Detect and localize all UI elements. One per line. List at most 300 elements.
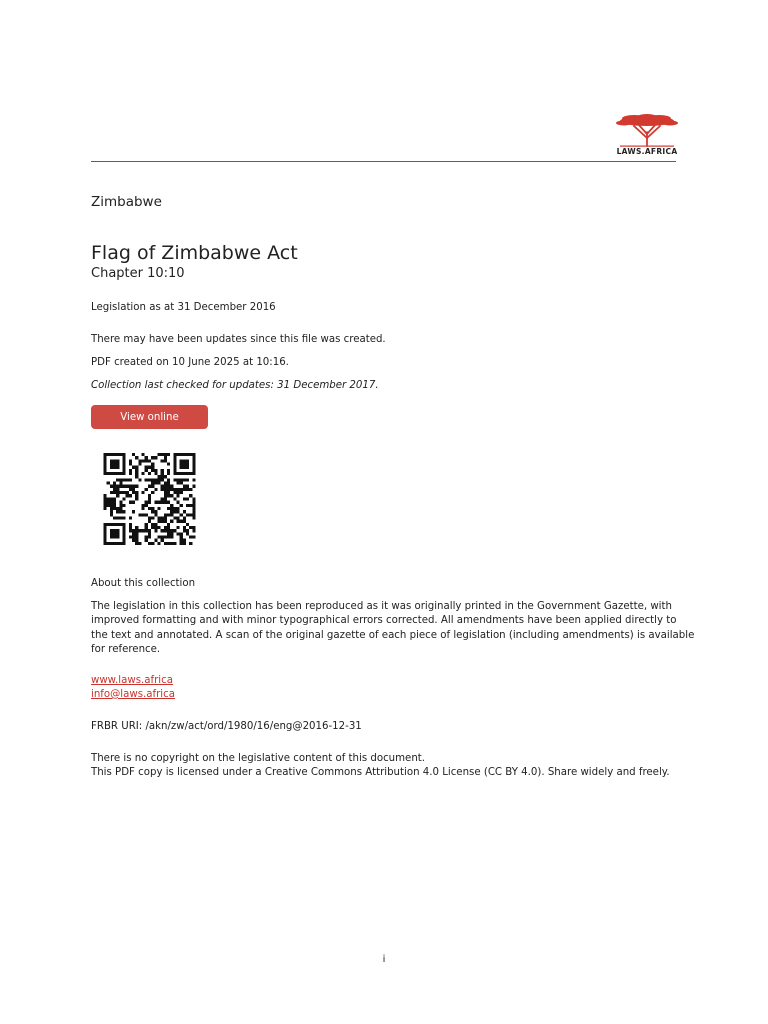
- qr-module: [154, 526, 157, 529]
- qr-module: [142, 453, 145, 456]
- qr-module: [123, 478, 126, 481]
- qr-module: [151, 507, 154, 510]
- qr-module: [116, 463, 119, 466]
- qr-module: [110, 497, 113, 500]
- qr-module: [176, 482, 179, 485]
- qr-module: [183, 516, 186, 519]
- qr-module: [123, 523, 126, 526]
- qr-module: [167, 532, 170, 535]
- qr-module: [104, 539, 107, 542]
- qr-module: [170, 529, 173, 532]
- qr-module: [132, 453, 135, 456]
- qr-module: [116, 485, 119, 488]
- qr-module: [113, 488, 116, 491]
- qr-module: [119, 542, 122, 545]
- qr-module: [148, 485, 151, 488]
- qr-module: [116, 542, 119, 545]
- qr-module: [161, 520, 164, 523]
- qr-module: [170, 520, 173, 523]
- updates-notice: There may have been updates since this file was created.: [91, 334, 386, 345]
- qr-module: [135, 532, 138, 535]
- qr-module: [164, 456, 167, 459]
- qr-module: [116, 494, 119, 497]
- qr-module: [116, 532, 119, 535]
- qr-module: [116, 459, 119, 462]
- qr-module: [170, 535, 173, 538]
- qr-module: [135, 542, 138, 545]
- qr-module: [113, 516, 116, 519]
- qr-module: [110, 532, 113, 535]
- qr-module: [116, 507, 119, 510]
- license-notice: This PDF copy is licensed under a Creative Commons Attribution 4.0 License (CC BY 4.0). Share widely and freely.: [91, 767, 670, 778]
- qr-module: [110, 535, 113, 538]
- qr-module: [132, 491, 135, 494]
- qr-module: [116, 510, 119, 513]
- qr-module: [170, 507, 173, 510]
- qr-module: [157, 535, 160, 538]
- qr-module: [192, 472, 195, 475]
- qr-module: [104, 535, 107, 538]
- qr-module: [167, 472, 170, 475]
- qr-module: [145, 469, 148, 472]
- qr-module: [107, 453, 110, 456]
- qr-module: [183, 488, 186, 491]
- qr-module: [170, 488, 173, 491]
- qr-module: [154, 510, 157, 513]
- qr-module: [157, 516, 160, 519]
- qr-module: [151, 523, 154, 526]
- qr-module: [135, 466, 138, 469]
- qr-module: [113, 529, 116, 532]
- qr-module: [123, 504, 126, 507]
- qr-module: [142, 491, 145, 494]
- qr-module: [138, 463, 141, 466]
- qr-module: [154, 456, 157, 459]
- qr-module: [145, 539, 148, 542]
- qr-module: [180, 466, 183, 469]
- qr-module: [186, 472, 189, 475]
- qr-module: [129, 469, 132, 472]
- qr-module: [186, 504, 189, 507]
- qr-module: [119, 507, 122, 510]
- qr-module: [129, 488, 132, 491]
- qr-module: [116, 466, 119, 469]
- qr-module: [167, 507, 170, 510]
- qr-module: [167, 488, 170, 491]
- qr-module: [129, 526, 132, 529]
- qr-module: [110, 463, 113, 466]
- qr-module: [167, 523, 170, 526]
- qr-module: [113, 463, 116, 466]
- qr-module: [173, 542, 176, 545]
- qr-module: [161, 497, 164, 500]
- qr-module: [129, 485, 132, 488]
- qr-module: [104, 526, 107, 529]
- qr-module: [180, 542, 183, 545]
- acacia-tree-icon: [612, 112, 682, 148]
- qr-module: [104, 494, 107, 497]
- qr-module: [186, 513, 189, 516]
- qr-module: [183, 497, 186, 500]
- qr-module: [110, 485, 113, 488]
- qr-module: [173, 529, 176, 532]
- qr-module: [107, 542, 110, 545]
- qr-module: [183, 478, 186, 481]
- country-name: Zimbabwe: [91, 194, 162, 210]
- qr-module: [167, 491, 170, 494]
- qr-module: [157, 520, 160, 523]
- qr-module: [116, 491, 119, 494]
- qr-module: [110, 513, 113, 516]
- frbr-uri: FRBR URI: /akn/zw/act/ord/1980/16/eng@2016-12-31: [91, 721, 362, 732]
- qr-module: [145, 535, 148, 538]
- qr-module: [132, 510, 135, 513]
- qr-module: [161, 469, 164, 472]
- qr-module: [110, 523, 113, 526]
- qr-module: [157, 453, 160, 456]
- qr-module: [123, 535, 126, 538]
- qr-module: [154, 482, 157, 485]
- qr-module: [167, 494, 170, 497]
- copyright-notice: There is no copyright on the legislative content of this document.: [91, 753, 426, 764]
- qr-module: [176, 507, 179, 510]
- qr-module: [119, 453, 122, 456]
- qr-module: [151, 491, 154, 494]
- qr-module: [116, 523, 119, 526]
- qr-code: [101, 453, 198, 545]
- qr-module: [186, 497, 189, 500]
- qr-module: [173, 507, 176, 510]
- qr-module: [113, 497, 116, 500]
- qr-module: [129, 523, 132, 526]
- qr-module: [110, 459, 113, 462]
- qr-module: [123, 539, 126, 542]
- qr-module: [167, 501, 170, 504]
- qr-module: [170, 542, 173, 545]
- qr-module: [167, 482, 170, 485]
- qr-module: [123, 456, 126, 459]
- qr-module: [148, 529, 151, 532]
- qr-module: [148, 507, 151, 510]
- qr-module: [113, 504, 116, 507]
- qr-module: [104, 542, 107, 545]
- qr-module: [104, 501, 107, 504]
- qr-module: [107, 472, 110, 475]
- qr-module: [123, 532, 126, 535]
- qr-module: [170, 513, 173, 516]
- qr-module: [126, 478, 129, 481]
- qr-module: [161, 472, 164, 475]
- qr-module: [135, 535, 138, 538]
- qr-module: [119, 472, 122, 475]
- qr-module: [173, 472, 176, 475]
- qr-module: [161, 453, 164, 456]
- qr-module: [104, 472, 107, 475]
- qr-module: [192, 466, 195, 469]
- qr-module: [135, 526, 138, 529]
- qr-module: [189, 513, 192, 516]
- qr-module: [154, 529, 157, 532]
- qr-module: [192, 463, 195, 466]
- qr-module: [123, 526, 126, 529]
- qr-module: [123, 453, 126, 456]
- qr-module: [173, 478, 176, 481]
- qr-module: [107, 497, 110, 500]
- email-link[interactable]: info@laws.africa: [91, 689, 175, 700]
- qr-module: [116, 516, 119, 519]
- qr-module: [151, 466, 154, 469]
- qr-module: [176, 516, 179, 519]
- qr-module: [119, 478, 122, 481]
- document-title: Flag of Zimbabwe Act: [91, 242, 298, 264]
- qr-module: [110, 501, 113, 504]
- qr-module: [154, 472, 157, 475]
- qr-module: [113, 535, 116, 538]
- qr-module: [161, 459, 164, 462]
- qr-module: [180, 491, 183, 494]
- qr-module: [110, 472, 113, 475]
- qr-module: [164, 475, 167, 478]
- qr-module: [192, 535, 195, 538]
- qr-module: [142, 507, 145, 510]
- qr-module: [148, 542, 151, 545]
- qr-module: [104, 453, 107, 456]
- qr-module: [148, 535, 151, 538]
- qr-module: [145, 466, 148, 469]
- qr-module: [183, 459, 186, 462]
- qr-module: [107, 501, 110, 504]
- qr-module: [180, 535, 183, 538]
- qr-module: [192, 501, 195, 504]
- qr-module: [123, 542, 126, 545]
- qr-module: [161, 529, 164, 532]
- about-heading: About this collection: [91, 578, 196, 589]
- qr-module: [129, 529, 132, 532]
- qr-module: [173, 491, 176, 494]
- qr-module: [170, 510, 173, 513]
- qr-module: [164, 497, 167, 500]
- qr-module: [170, 504, 173, 507]
- qr-module: [173, 516, 176, 519]
- qr-module: [151, 510, 154, 513]
- qr-module: [113, 507, 116, 510]
- qr-module: [164, 488, 167, 491]
- qr-module: [145, 488, 148, 491]
- qr-module: [151, 542, 154, 545]
- view-online-button[interactable]: View online: [91, 405, 208, 429]
- qr-module: [113, 459, 116, 462]
- qr-module: [192, 516, 195, 519]
- qr-module: [107, 482, 110, 485]
- qr-module: [154, 478, 157, 481]
- qr-module: [176, 478, 179, 481]
- qr-module: [192, 456, 195, 459]
- qr-module: [129, 494, 132, 497]
- qr-module: [107, 504, 110, 507]
- qr-module: [157, 542, 160, 545]
- qr-module: [167, 535, 170, 538]
- qr-module: [186, 488, 189, 491]
- qr-module: [154, 469, 157, 472]
- qr-module: [173, 456, 176, 459]
- qr-module: [164, 459, 167, 462]
- qr-module: [176, 501, 179, 504]
- qr-module: [135, 494, 138, 497]
- page-number: i: [382, 954, 386, 965]
- qr-module: [167, 478, 170, 481]
- qr-module: [104, 459, 107, 462]
- qr-module: [132, 466, 135, 469]
- qr-module: [123, 472, 126, 475]
- qr-module: [180, 482, 183, 485]
- qr-module: [161, 501, 164, 504]
- qr-module: [180, 459, 183, 462]
- qr-module: [123, 466, 126, 469]
- qr-module: [176, 520, 179, 523]
- qr-module: [104, 504, 107, 507]
- qr-module: [132, 535, 135, 538]
- qr-module: [113, 453, 116, 456]
- qr-module: [167, 526, 170, 529]
- qr-module: [104, 497, 107, 500]
- qr-module: [113, 501, 116, 504]
- qr-module: [138, 542, 141, 545]
- qr-module: [161, 475, 164, 478]
- qr-module: [167, 453, 170, 456]
- qr-module: [192, 453, 195, 456]
- qr-module: [180, 472, 183, 475]
- qr-module: [119, 491, 122, 494]
- logo-text: LAWS.AFRICA: [616, 147, 678, 156]
- qr-module: [192, 504, 195, 507]
- qr-module: [176, 491, 179, 494]
- pdf-created: PDF created on 10 June 2025 at 10:16.: [91, 357, 289, 368]
- qr-module: [192, 497, 195, 500]
- qr-module: [113, 523, 116, 526]
- qr-module: [145, 526, 148, 529]
- qr-module: [142, 529, 145, 532]
- qr-module: [151, 469, 154, 472]
- about-line-1: The legislation in this collection has been reproduced as it was originally printed in the Government Gazette, with: [91, 601, 672, 612]
- qr-module: [180, 539, 183, 542]
- chapter-number: Chapter 10:10: [91, 266, 185, 281]
- qr-module: [180, 520, 183, 523]
- qr-module: [186, 459, 189, 462]
- qr-module: [113, 485, 116, 488]
- qr-module: [116, 535, 119, 538]
- qr-module: [129, 478, 132, 481]
- qr-module: [157, 478, 160, 481]
- qr-module: [132, 488, 135, 491]
- qr-module: [138, 513, 141, 516]
- qr-module: [135, 485, 138, 488]
- qr-module: [164, 516, 167, 519]
- qr-module: [173, 453, 176, 456]
- qr-module: [176, 532, 179, 535]
- header-divider: [91, 161, 676, 162]
- qr-module: [176, 472, 179, 475]
- qr-module: [180, 453, 183, 456]
- qr-module: [119, 485, 122, 488]
- qr-module: [189, 504, 192, 507]
- website-link[interactable]: www.laws.africa: [91, 675, 173, 686]
- qr-module: [186, 463, 189, 466]
- qr-module: [183, 466, 186, 469]
- qr-module: [170, 532, 173, 535]
- about-line-4: for reference.: [91, 643, 161, 655]
- qr-module: [164, 535, 167, 538]
- qr-module: [164, 485, 167, 488]
- qr-module: [116, 488, 119, 491]
- qr-module: [126, 491, 129, 494]
- qr-module: [180, 532, 183, 535]
- qr-module: [148, 497, 151, 500]
- qr-module: [129, 501, 132, 504]
- qr-module: [110, 491, 113, 494]
- qr-module: [104, 466, 107, 469]
- qr-module: [135, 456, 138, 459]
- qr-module: [189, 494, 192, 497]
- qr-module: [145, 501, 148, 504]
- qr-module: [135, 497, 138, 500]
- qr-module: [151, 526, 154, 529]
- qr-module: [176, 526, 179, 529]
- qr-module: [154, 523, 157, 526]
- qr-module: [189, 488, 192, 491]
- qr-module: [189, 472, 192, 475]
- qr-module: [135, 529, 138, 532]
- qr-module: [123, 529, 126, 532]
- qr-module: [110, 507, 113, 510]
- qr-module: [173, 497, 176, 500]
- qr-module: [148, 516, 151, 519]
- qr-module: [183, 472, 186, 475]
- qr-module: [189, 453, 192, 456]
- qr-module: [173, 488, 176, 491]
- qr-module: [154, 513, 157, 516]
- qr-module: [183, 539, 186, 542]
- qr-module: [183, 453, 186, 456]
- qr-module: [129, 472, 132, 475]
- qr-module: [173, 466, 176, 469]
- qr-module: [104, 507, 107, 510]
- qr-module: [148, 459, 151, 462]
- qr-module: [123, 491, 126, 494]
- qr-module: [119, 516, 122, 519]
- qr-module: [119, 482, 122, 485]
- qr-module: [180, 504, 183, 507]
- qr-module: [192, 526, 195, 529]
- qr-module: [145, 513, 148, 516]
- qr-module: [186, 523, 189, 526]
- qr-module: [154, 488, 157, 491]
- qr-module: [123, 497, 126, 500]
- qr-module: [145, 456, 148, 459]
- qr-module: [113, 482, 116, 485]
- qr-module: [192, 513, 195, 516]
- qr-module: [110, 504, 113, 507]
- qr-module: [173, 469, 176, 472]
- qr-module: [129, 463, 132, 466]
- qr-module: [161, 539, 164, 542]
- qr-module: [167, 485, 170, 488]
- qr-module: [161, 478, 164, 481]
- qr-module: [154, 501, 157, 504]
- qr-module: [132, 485, 135, 488]
- qr-module: [113, 532, 116, 535]
- qr-module: [148, 494, 151, 497]
- qr-module: [151, 482, 154, 485]
